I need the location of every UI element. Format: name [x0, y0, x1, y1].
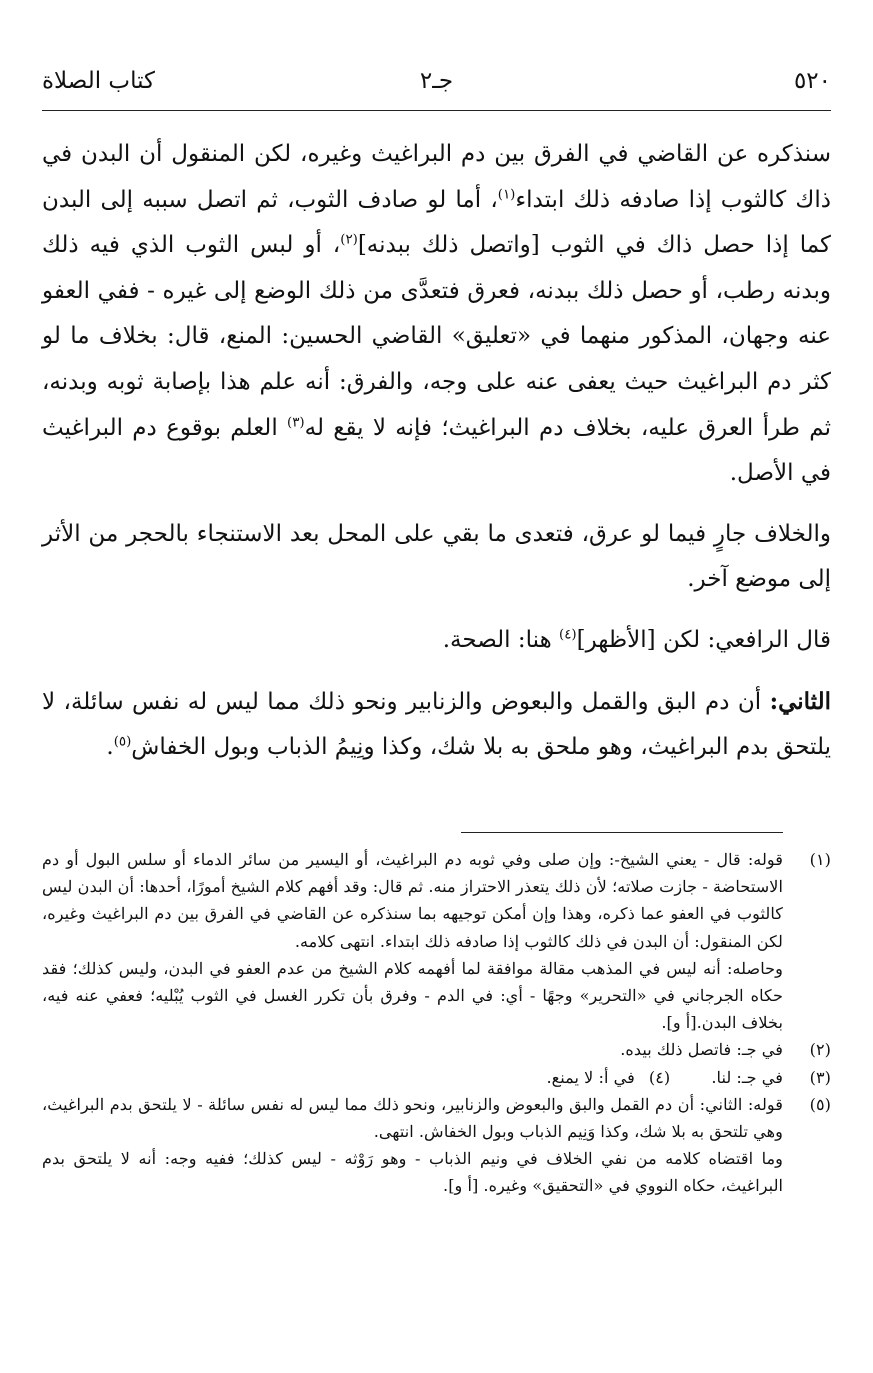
- footnote-1-text-a: قوله: قال - يعني الشيخ-: وإن صلى وفي ثوبه دم البراغيث، أو اليسير من سائر الدماء أو سلس البول أو دم الاستحاضة - جازت صلاته؛ لأن ذلك يتعذر الاحتراز منه. ثم قال: وقد أفهم كلام الشيخ أمورًا، أحدها: أن البدن ليس كالثوب في العفو عما ذكره، وهذا وإن أمكن توجيهه بما سنذكره عن القاضي في الفرق بين دم البراغيث وغيره، لكن المنقول: أن البدن في ذلك كالثوب إذا صادفه ذلك ابتداء. انتهى كلامه.: [42, 850, 783, 951]
- footnote-divider: [461, 832, 783, 833]
- page-number: ٥٢٠: [793, 68, 831, 94]
- paragraph-4-lead: الثاني:: [769, 687, 831, 715]
- footnote-3-number: (٣): [809, 1067, 831, 1087]
- footnote-5-text-b: وما اقتضاه كلامه من نفي الخلاف في ونيم الذباب - وهو رَوْثه - ليس كذلك؛ ففيه وجه: أنه لا يلتحق بدم البراغيث، حكاه النووي في «التحقيق» وغيره. [أ و].: [42, 1149, 783, 1196]
- footnote-ref-5[interactable]: (٥): [113, 734, 132, 750]
- footnote-ref-4[interactable]: (٤): [559, 627, 577, 643]
- footnote-1-number: (١): [809, 850, 831, 869]
- footnote-5-text-a: قوله: الثاني: أن دم القمل والبق والبعوض والزنابير، ونحو ذلك مما ليس له نفس سائلة - لا يلتحق بدم البراغيث، وهي تلتحق به بلا شك، وكذا وَنِيم الذباب وبول الخفاش. انتهى.: [42, 1094, 783, 1142]
- footnotes-3-4-row: [42, 1064, 831, 1091]
- footnote-4-number: (٤): [648, 1067, 671, 1087]
- footnote-1: [42, 846, 831, 1036]
- paragraph-1-text-d: العلم بوقوع دم البراغيث في الأصل.: [42, 414, 831, 487]
- header-divider: [42, 110, 831, 111]
- footnote-2: [42, 1036, 831, 1063]
- paragraph-3-text-a: قال الرافعي: لكن [الأظهر]: [576, 626, 831, 653]
- paragraph-4-text-b: .: [106, 734, 114, 761]
- footnote-5-number: (٥): [809, 1094, 831, 1114]
- footnote-1-text-b: وحاصله: أنه ليس في المذهب مقالة موافقة لما أفهمه كلام الشيخ من عدم العفو في البدن، وليس كذلك؛ فقد حكاه الجرجاني في «التحرير» وجهًا - أي: في الدم - وفرق بأن تكرر الغسل في الثوب يُبْليه؛ فعفي عنه فيه، بخلاف البدن.[أ و].: [42, 958, 783, 1033]
- footnote-4: [546, 1064, 670, 1091]
- paragraph-3-text-b: هنا: الصحة.: [442, 626, 560, 653]
- paragraph-1-text-a: سنذكره عن القاضي في الفرق بين دم البراغيث وغيره، لكن المنقول أن البدن في ذاك كالثوب إذا صادفه ذلك ابتداء: [42, 141, 832, 213]
- paragraph-2: والخلاف جارٍ فيما لو عرق، فتعدى ما بقي على المحل بعد الاستنجاء بالحجر من الأثر إلى موضع آخر.: [42, 520, 831, 593]
- volume-label: جـ٢: [419, 68, 454, 94]
- footnote-ref-3[interactable]: (٣): [287, 414, 305, 430]
- paragraph-4: [42, 679, 831, 771]
- running-header: [42, 60, 831, 104]
- footnote-4-text: في أ: لا يمنع.: [546, 1067, 635, 1087]
- footnotes: [42, 846, 831, 1200]
- footnote-3-text: في جـ: لنا.: [711, 1067, 783, 1087]
- paragraph-1-text-c: ، أو لبس الثوب الذي فيه ذلك وبدنه رطب، أو حصل ذلك ببدنه، فعرق فتعدَّى من ذلك الوضع إلى غيره - ففي العفو عنه وجهان، المذكور منهما في «تعليق» القاضي الحسين: المنع، قال: بخلاف ما لو كثر دم البراغيث حيث يعفى عنه على وجه، والفرق: أنه علم هذا بإصابة ثوبه وبدنه، ثم طرأ العرق عليه، بخلاف دم البراغيث؛ فإنه لا يقع له: [42, 232, 831, 441]
- paragraph-4-text-a: أن دم البق والقمل والبعوض والزنابير ونحو ذلك مما ليس له نفس سائلة، لا يلتحق بدم البراغيث، وهو ملحق به بلا شك، وكذا ونِيمُ الذباب وبول الخفاش: [42, 688, 831, 761]
- footnote-ref-2[interactable]: (٢): [340, 232, 358, 248]
- paragraph-1: [42, 132, 831, 497]
- footnote-2-text: في جـ: فاتصل ذلك بيده.: [620, 1040, 783, 1060]
- book-title: كتاب الصلاة: [42, 68, 155, 94]
- main-text: [42, 132, 831, 786]
- footnote-5: [42, 1091, 831, 1200]
- footnote-2-number: (٢): [809, 1040, 831, 1060]
- paragraph-1-text-b: ، أما لو صادف الثوب، ثم اتصل سببه إلى البدن كما إذا حصل ذاك في الثوب [واتصل ذلك ببدنه]: [42, 186, 831, 259]
- footnote-ref-1[interactable]: (١): [497, 186, 516, 202]
- paragraph-3: [42, 618, 831, 664]
